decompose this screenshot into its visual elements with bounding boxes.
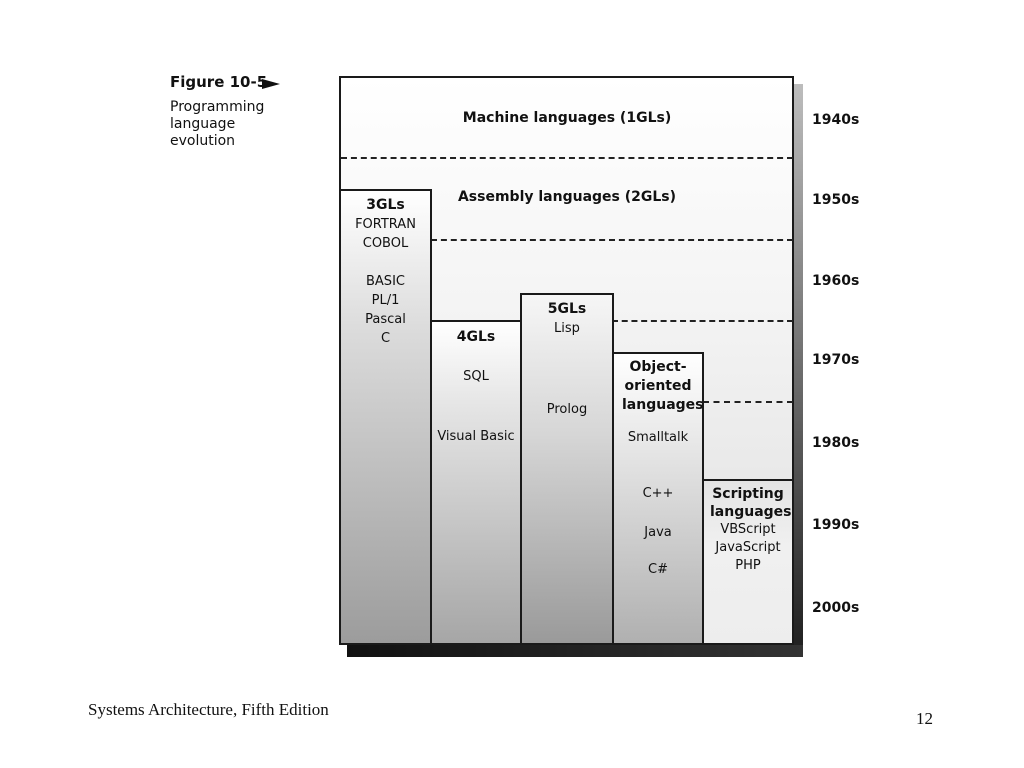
language-item: Visual Basic: [437, 429, 515, 444]
column-object-oriented: [612, 352, 704, 645]
column-title: 5GLs: [547, 301, 587, 317]
diagram-shadow-bottom: [347, 645, 803, 657]
decade-label: 1970s: [812, 352, 860, 368]
language-item: SQL: [463, 369, 489, 384]
language-item: BASIC: [366, 274, 405, 289]
language-item: VBScript: [720, 522, 776, 537]
divider-1970: [612, 320, 793, 322]
decade-label: 1950s: [812, 192, 860, 208]
decade-label: 1980s: [812, 435, 860, 451]
language-item: C: [380, 331, 391, 346]
decade-label: 1960s: [812, 273, 860, 289]
column-title: 3GLs: [366, 197, 405, 213]
language-item: PHP: [735, 558, 761, 573]
language-item: COBOL: [362, 236, 409, 251]
figure-label: Figure 10-5: [170, 73, 268, 91]
language-item: PL/1: [371, 293, 400, 308]
diagram-shadow-right: [794, 84, 803, 657]
column-4gls: [430, 320, 522, 645]
language-item: C++: [642, 486, 674, 501]
figure-caption: Programming language evolution: [170, 99, 265, 149]
column-title: Scripting languages: [710, 486, 792, 520]
language-item: Smalltalk: [627, 430, 689, 445]
page-number: 12: [916, 709, 933, 728]
footer-title: Systems Architecture, Fifth Edition: [88, 700, 329, 719]
decade-label: 1940s: [812, 112, 860, 128]
language-item: Pascal: [365, 312, 406, 327]
decade-label: 2000s: [812, 600, 860, 616]
language-item: Prolog: [546, 402, 588, 417]
decade-label: 1990s: [812, 517, 860, 533]
language-item: FORTRAN: [355, 217, 416, 232]
column-5gls: [520, 293, 614, 645]
column-title: Object-oriented languages: [622, 359, 704, 413]
divider-1960: [431, 239, 793, 241]
column-3gls: [339, 189, 432, 645]
language-item: Java: [644, 525, 672, 540]
pointer-arrow-icon: [262, 79, 280, 89]
language-item: C#: [648, 562, 668, 577]
divider-1980: [703, 401, 793, 403]
language-item: JavaScript: [715, 540, 781, 555]
column-title: 4GLs: [456, 329, 496, 345]
band-assembly-languages: Assembly languages (2GLs): [457, 189, 677, 205]
language-item: Lisp: [554, 321, 580, 336]
divider-1950: [341, 157, 793, 159]
band-machine-languages: Machine languages (1GLs): [462, 110, 672, 126]
column-scripting: [702, 479, 794, 645]
